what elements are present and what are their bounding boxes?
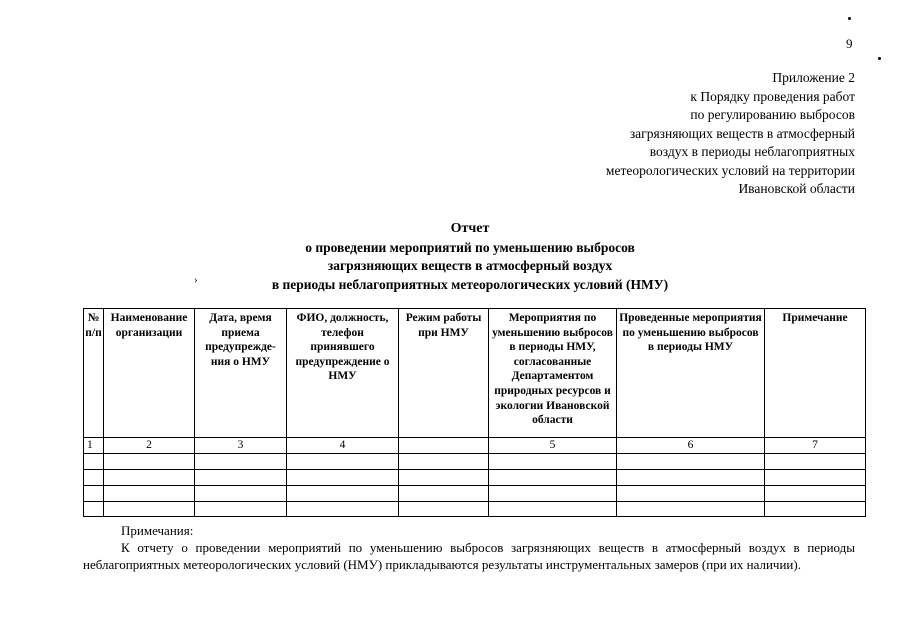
table-cell [84,485,104,501]
column-number-cell: 3 [195,438,287,454]
appendix-line: к Порядку проведения работ [690,88,855,104]
column-number-cell: 6 [617,438,765,454]
appendix-line: по регулированию выбросов [690,107,855,122]
report-title-line: в периоды неблагоприятных метеорологических условий (НМУ) [271,276,669,292]
table-cell [399,453,489,469]
header-cell-number: № п/п [84,309,104,438]
table-cell [399,485,489,501]
table-cell [617,485,765,501]
table-cell [287,485,399,501]
table-row [84,453,866,469]
report-title-line: загрязняющих веществ в атмосферный воздух [327,258,613,273]
table-cell [765,469,866,485]
notes-text: К отчету о проведении мероприятий по уменьшению выбросов загрязняющих веществ в атмосферный воздух в периоды неблагоприятных метеорологических условий (НМУ) прикладываются результаты инструментальных замеров (при их наличии). [83,540,855,572]
scan-speck [878,57,881,60]
table-cell [104,453,195,469]
table-cell [765,485,866,501]
table-cell [287,501,399,516]
table-cell [489,453,617,469]
table-cell [104,469,195,485]
header-cell-performed-measures: Проведенные мероприятия по уменьшению выбросов в периоды НМУ [617,309,765,438]
report-title [200,220,740,294]
table-cell [489,501,617,516]
appendix-line: загрязняющих веществ в атмосферный [629,125,855,141]
table-cell [617,501,765,516]
table-cell [104,501,195,516]
table-cell [195,453,287,469]
table-cell [287,453,399,469]
table-cell [489,469,617,485]
column-number-row [84,438,866,454]
appendix-reference [606,69,855,199]
table-cell [765,501,866,516]
table-cell [617,453,765,469]
table-header-row [84,309,866,438]
column-number-cell: 5 [489,438,617,454]
header-cell-organization: Наименование организации [104,309,195,438]
appendix-line: воздух в периоды неблагоприятных [649,144,855,159]
table-cell [104,485,195,501]
table-cell [617,469,765,485]
column-number-cell: 7 [765,438,866,454]
report-title-line: о проведении мероприятий по уменьшению выбросов [305,239,635,255]
table-cell [195,501,287,516]
column-number-cell [399,438,489,454]
header-cell-mode: Режим работы при НМУ [399,309,489,438]
table-cell [195,485,287,501]
notes-heading: Примечания: [121,523,194,538]
notes-section [83,522,855,573]
report-heading: Отчет [450,221,490,236]
column-number-cell: 4 [287,438,399,454]
table-row [84,485,866,501]
column-number-cell: 2 [104,438,195,454]
stray-mark: › [194,274,198,286]
table-cell [287,469,399,485]
table-cell [84,469,104,485]
scan-speck [848,17,851,20]
column-number-cell: 1 [84,438,104,454]
appendix-line: Приложение 2 [772,70,855,85]
table-cell [399,469,489,485]
report-table [83,308,866,517]
table-cell [399,501,489,516]
table-cell [195,469,287,485]
header-cell-warning-date: Дата, время приема предупрежде-ния о НМУ [195,309,287,438]
table-cell [84,501,104,516]
table-cell [489,485,617,501]
appendix-line: Ивановской области [738,181,855,196]
table-cell [84,453,104,469]
table-cell [765,453,866,469]
table-row [84,501,866,516]
header-cell-agreed-measures: Мероприятия по уменьшению выбросов в периоды НМУ, согласованные Департаментом природных ресурсов и экологии Ивановской области [489,309,617,438]
page-number: 9 [846,36,853,51]
header-cell-receiver: ФИО, должность, телефон принявшего предупреждение о НМУ [287,309,399,438]
table-row [84,469,866,485]
header-cell-note: Примечание [765,309,866,438]
appendix-line: метеорологических условий на территории [605,162,855,178]
